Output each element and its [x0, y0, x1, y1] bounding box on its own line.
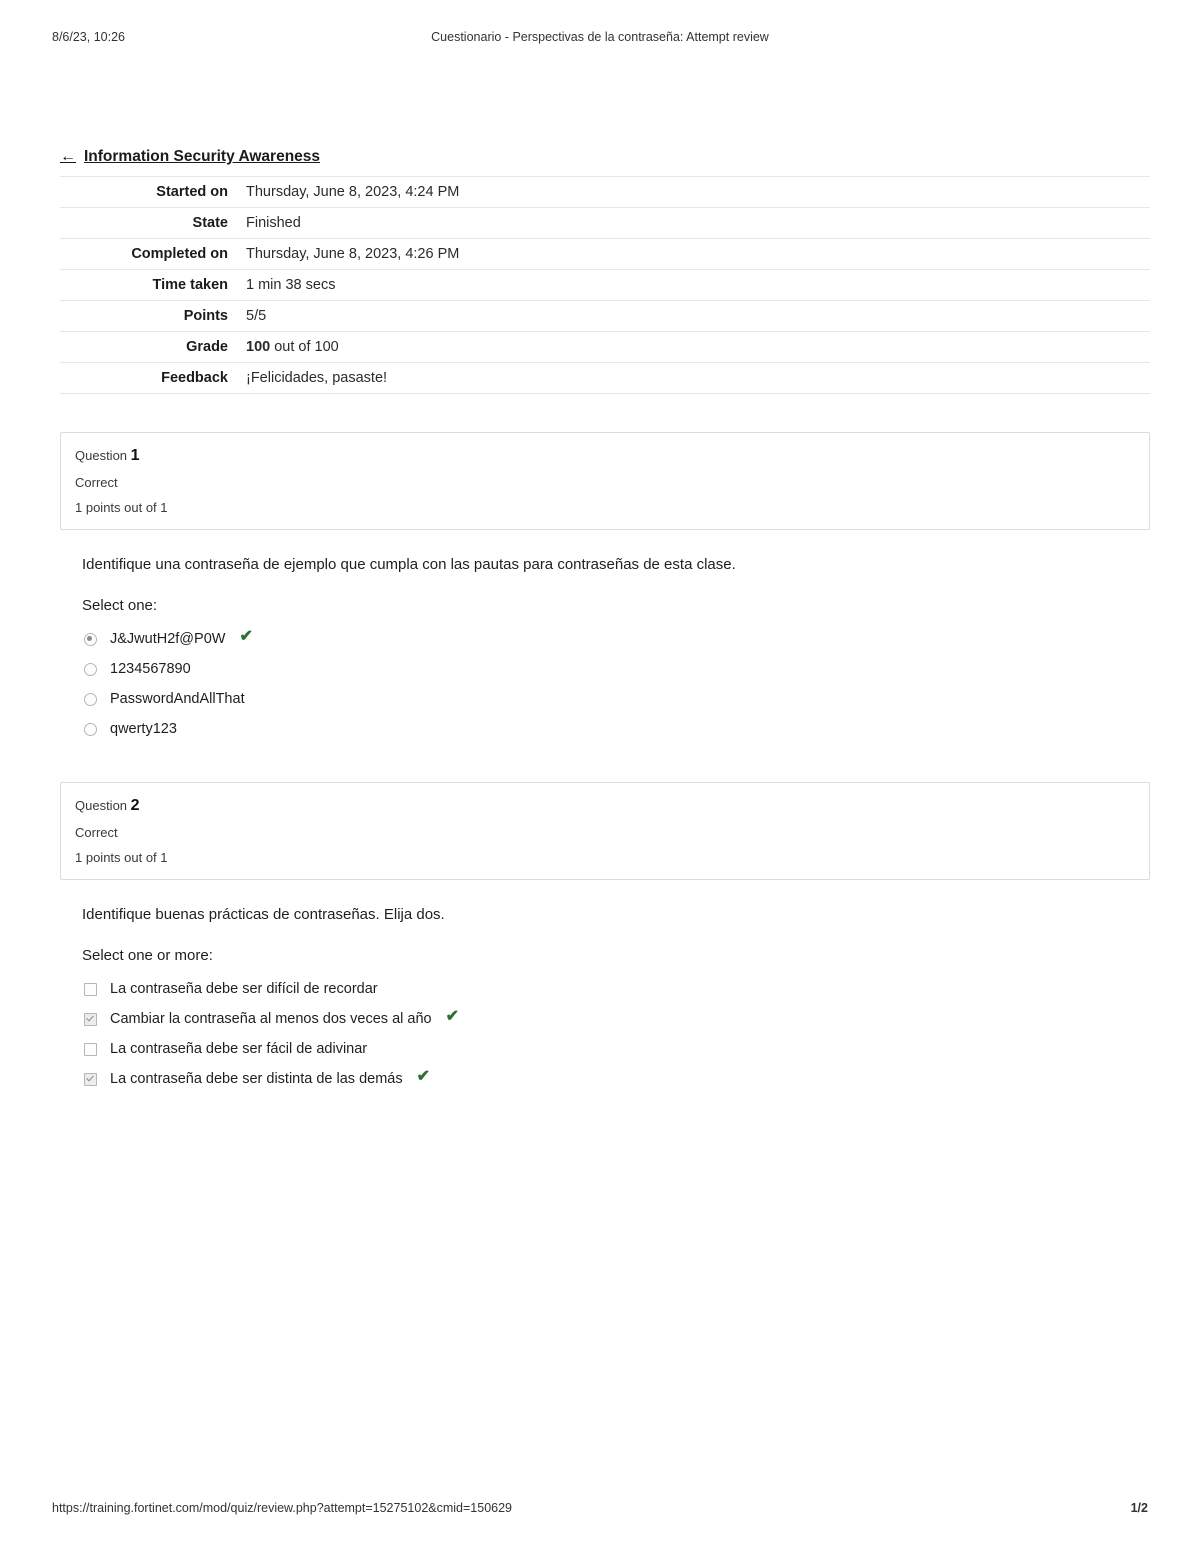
question-text-1: Identifique una contraseña de ejemplo que cumpla con las pautas para contraseñas de esta clase.	[82, 556, 736, 573]
table-row	[60, 301, 1150, 332]
answer-option[interactable]	[84, 1064, 1150, 1094]
question-block-2	[60, 782, 1150, 1094]
question-number-2	[75, 797, 1133, 815]
summary-label-points: Points	[183, 308, 228, 324]
checkbox-icon[interactable]	[84, 1013, 97, 1026]
back-to-course-label: Information Security Awareness	[84, 148, 321, 165]
radio-icon[interactable]	[84, 633, 97, 646]
quiz-review-content	[60, 148, 1150, 1094]
question-body-2	[60, 906, 1150, 1094]
answer-list-1	[82, 624, 1150, 744]
answer-label: La contraseña debe ser difícil de recordar	[110, 981, 378, 997]
correct-check-icon: ✔	[239, 628, 253, 645]
question-state-2: Correct	[75, 825, 118, 840]
attempt-summary-table	[60, 176, 1150, 394]
answer-option[interactable]	[84, 1004, 1150, 1034]
question-text-2: Identifique buenas prácticas de contraseñas. Elija dos.	[82, 906, 445, 923]
table-row	[60, 239, 1150, 270]
answer-option[interactable]	[84, 974, 1150, 1004]
correct-check-icon: ✔	[416, 1068, 431, 1085]
answer-prompt-1: Select one:	[82, 597, 158, 614]
checkbox-icon[interactable]	[84, 1043, 97, 1056]
summary-value-points: 5/5	[246, 308, 267, 324]
answer-label: La contraseña debe ser distinta de las demás	[110, 1071, 403, 1087]
answer-option[interactable]	[84, 624, 1150, 654]
source-url: https://training.fortinet.com/mod/quiz/review.php?attempt=15275102&cmid=150629	[52, 1501, 513, 1515]
radio-icon[interactable]	[84, 723, 97, 736]
checkbox-icon[interactable]	[84, 983, 97, 996]
answer-list-2	[82, 974, 1150, 1094]
document-title: Cuestionario - Perspectivas de la contraseña: Attempt review	[431, 30, 769, 44]
table-row	[60, 270, 1150, 301]
question-number-label-1: Question	[75, 448, 128, 463]
back-to-course-link[interactable]	[60, 148, 1150, 166]
answer-option[interactable]	[84, 654, 1150, 684]
summary-value-started-on: Thursday, June 8, 2023, 4:24 PM	[246, 184, 460, 200]
summary-label-time-taken: Time taken	[152, 277, 228, 293]
summary-label-feedback: Feedback	[161, 370, 228, 386]
answer-prompt-2: Select one or more:	[82, 947, 213, 964]
answer-option[interactable]	[84, 714, 1150, 744]
answer-option[interactable]	[84, 684, 1150, 714]
question-number-value-1: 1	[130, 447, 140, 464]
summary-value-completed-on: Thursday, June 8, 2023, 4:26 PM	[246, 246, 460, 262]
question-info-2	[60, 782, 1150, 880]
table-row	[60, 363, 1150, 394]
answer-label: Cambiar la contraseña al menos dos veces al año	[110, 1011, 432, 1027]
summary-value-grade	[240, 332, 1150, 363]
grade-number: 100	[246, 339, 271, 355]
print-footer	[52, 1501, 1148, 1517]
answer-label: J&JwutH2f@P0W	[110, 631, 226, 647]
question-number-label-2: Question	[75, 798, 128, 813]
summary-label-completed-on: Completed on	[131, 246, 228, 262]
answer-label: PasswordAndAllThat	[110, 691, 245, 707]
table-row	[60, 177, 1150, 208]
question-marks-2: 1 points out of 1	[75, 850, 168, 865]
print-header	[52, 30, 1148, 48]
summary-label-state: State	[192, 215, 228, 231]
table-row	[60, 208, 1150, 239]
question-number-1	[75, 447, 1133, 465]
checkbox-icon[interactable]	[84, 1073, 97, 1086]
print-date: 8/6/23, 10:26	[52, 30, 125, 44]
radio-icon[interactable]	[84, 663, 97, 676]
arrow-left-icon: ←	[60, 148, 76, 165]
summary-value-feedback: ¡Felicidades, pasaste!	[246, 370, 388, 386]
summary-label-grade: Grade	[186, 339, 228, 355]
page-number: 1/2	[1130, 1501, 1148, 1515]
grade-suffix: out of 100	[270, 339, 339, 355]
answer-label: La contraseña debe ser fácil de adivinar	[110, 1041, 368, 1057]
answer-label: qwerty123	[110, 721, 177, 737]
question-number-value-2: 2	[130, 797, 140, 814]
summary-value-time-taken: 1 min 38 secs	[246, 277, 336, 293]
correct-check-icon: ✔	[445, 1008, 459, 1025]
answer-option[interactable]	[84, 1034, 1150, 1064]
table-row	[60, 332, 1150, 363]
summary-label-started-on: Started on	[156, 184, 228, 200]
answer-label: 1234567890	[110, 661, 191, 677]
question-marks-1: 1 points out of 1	[75, 500, 168, 515]
question-block-1	[60, 432, 1150, 744]
question-body-1	[60, 556, 1150, 744]
question-state-1: Correct	[75, 475, 118, 490]
summary-value-state: Finished	[246, 215, 301, 231]
question-info-1	[60, 432, 1150, 530]
radio-icon[interactable]	[84, 693, 97, 706]
